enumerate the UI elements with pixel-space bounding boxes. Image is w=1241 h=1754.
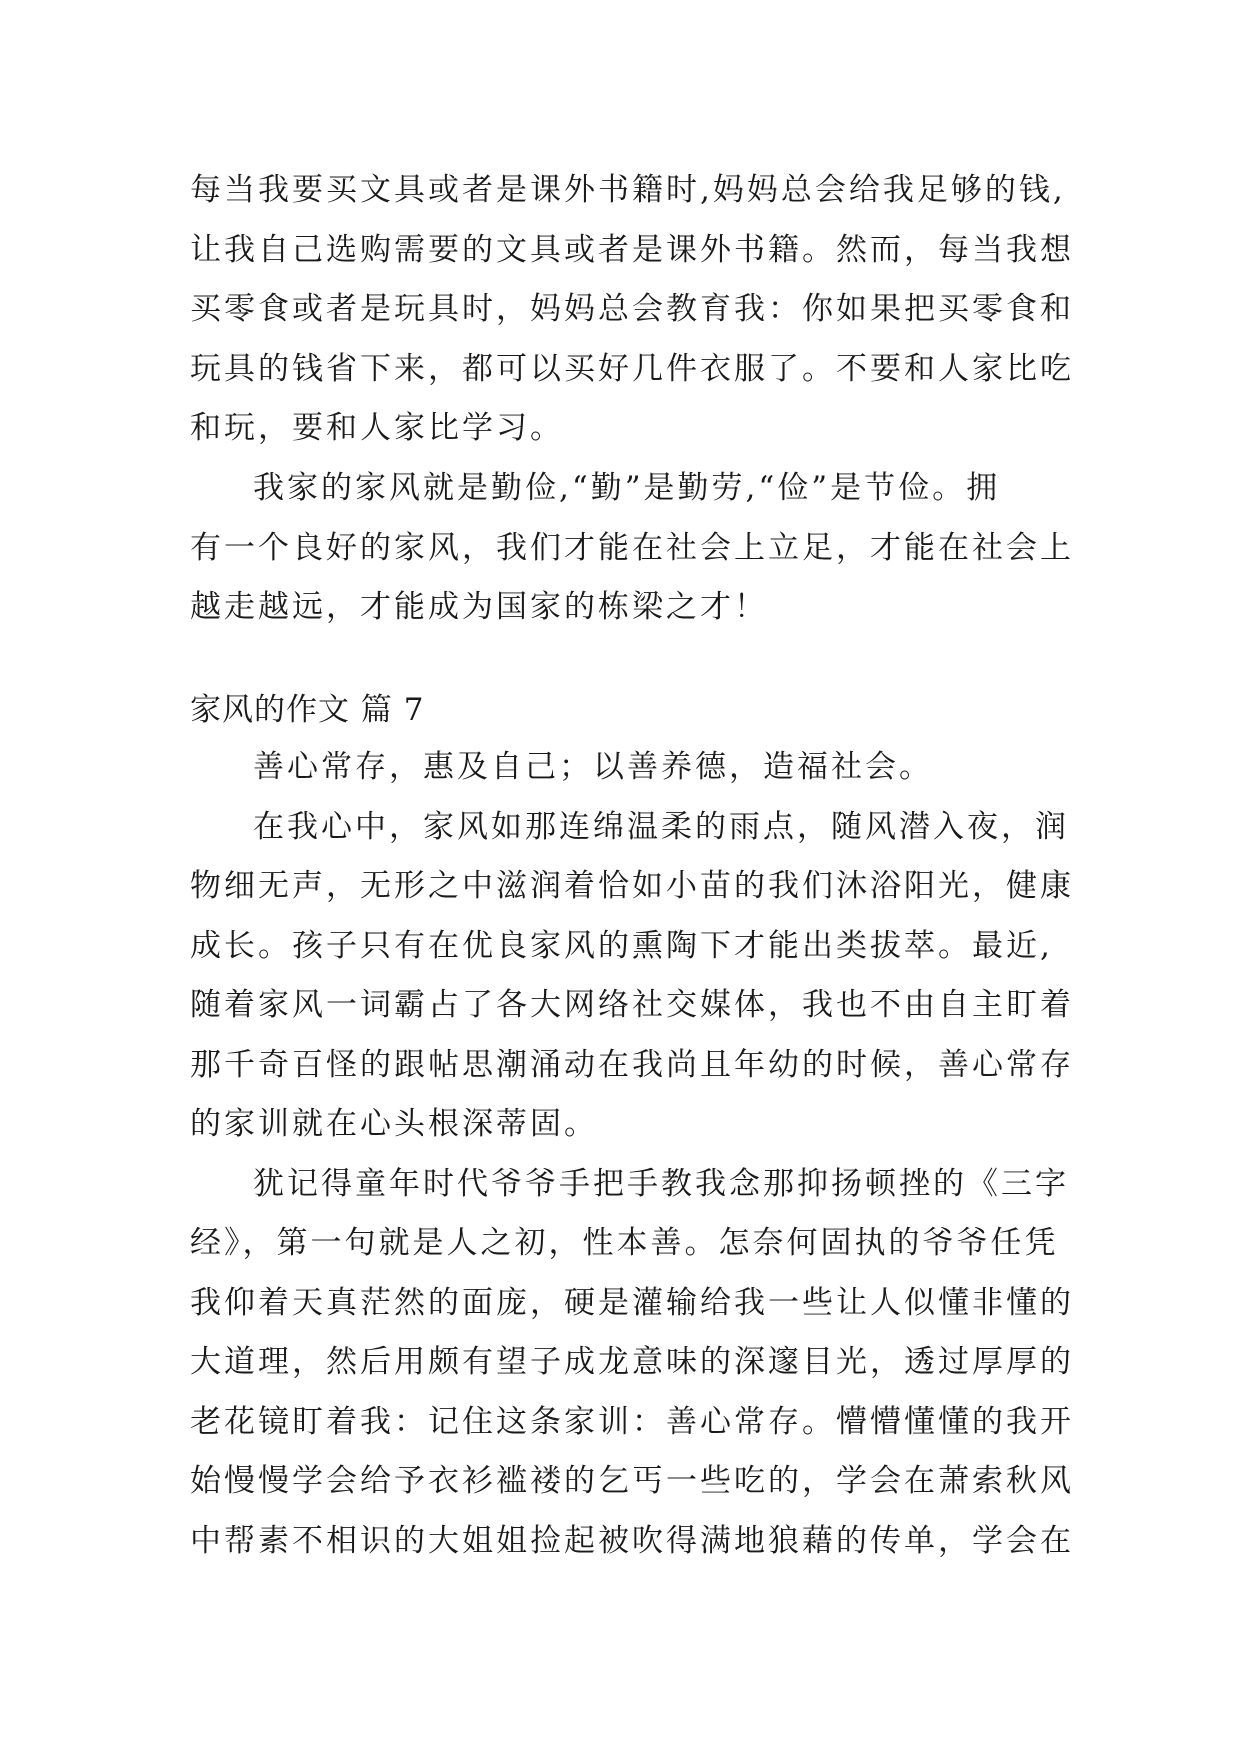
text-line: 那千奇百怪的跟帖思潮涌动在我尚且年幼的时候，善心常存 <box>190 1047 1074 1083</box>
text-line: 我仰着天真茫然的面庞，硬是灌输给我一些让人似懂非懂的 <box>190 1285 1074 1321</box>
text-line: 买零食或者是玩具时，妈妈总会教育我：你如果把买零食和 <box>190 291 1074 327</box>
text-line: 玩具的钱省下来，都可以买好几件衣服了。不要和人家比吃 <box>190 351 1074 387</box>
text-line: 物细无声，无形之中滋润着恰如小苗的我们沐浴阳光，健康 <box>190 868 1074 904</box>
section-title: 家风的作文 篇 7 <box>190 692 425 728</box>
text-line: 中帮素不相识的大姐姐捡起被吹得满地狼藉的传单，学会在 <box>190 1523 1074 1559</box>
text-line: 有一个良好的家风，我们才能在社会上立足，才能在社会上 <box>190 530 1074 566</box>
text-line: 让我自己选购需要的文具或者是课外书籍。然而，每当我想 <box>190 232 1074 268</box>
text-line: 成长。孩子只有在优良家风的熏陶下才能出类拔萃。最近, <box>190 928 1053 964</box>
text-line: 犹记得童年时代爷爷手把手教我念那抑扬顿挫的《三字 <box>253 1166 1069 1202</box>
text-line: 随着家风一词霸占了各大网络社交媒体，我也不由自主盯着 <box>190 987 1074 1023</box>
text-line: 我家的家风就是勤俭,“勤”是勤劳,“俭”是节俭。拥 <box>253 470 1001 506</box>
text-line: 经》，第一句就是人之初，性本善。怎奈何固执的爷爷任凭 <box>190 1225 1059 1261</box>
text-line: 和玩，要和人家比学习。 <box>190 410 564 446</box>
text-line: 老花镜盯着我：记住这条家训：善心常存。懵懵懂懂的我开 <box>190 1404 1074 1440</box>
text-line: 善心常存，惠及自己；以善养德，造福社会。 <box>253 749 933 785</box>
text-line: 越走越远，才能成为国家的栋梁之才！ <box>190 589 768 625</box>
text-line: 大道理，然后用颇有望子成龙意味的深邃目光，透过厚厚的 <box>190 1344 1074 1380</box>
text-line: 的家训就在心头根深蒂固。 <box>190 1106 598 1142</box>
text-line: 每当我要买文具或者是课外书籍时,妈妈总会给我足够的钱, <box>190 172 1066 208</box>
text-line: 在我心中，家风如那连绵温柔的雨点，随风潜入夜，润 <box>253 809 1069 845</box>
text-line: 始慢慢学会给予衣衫褴褛的乞丐一些吃的，学会在萧索秋风 <box>190 1463 1074 1499</box>
